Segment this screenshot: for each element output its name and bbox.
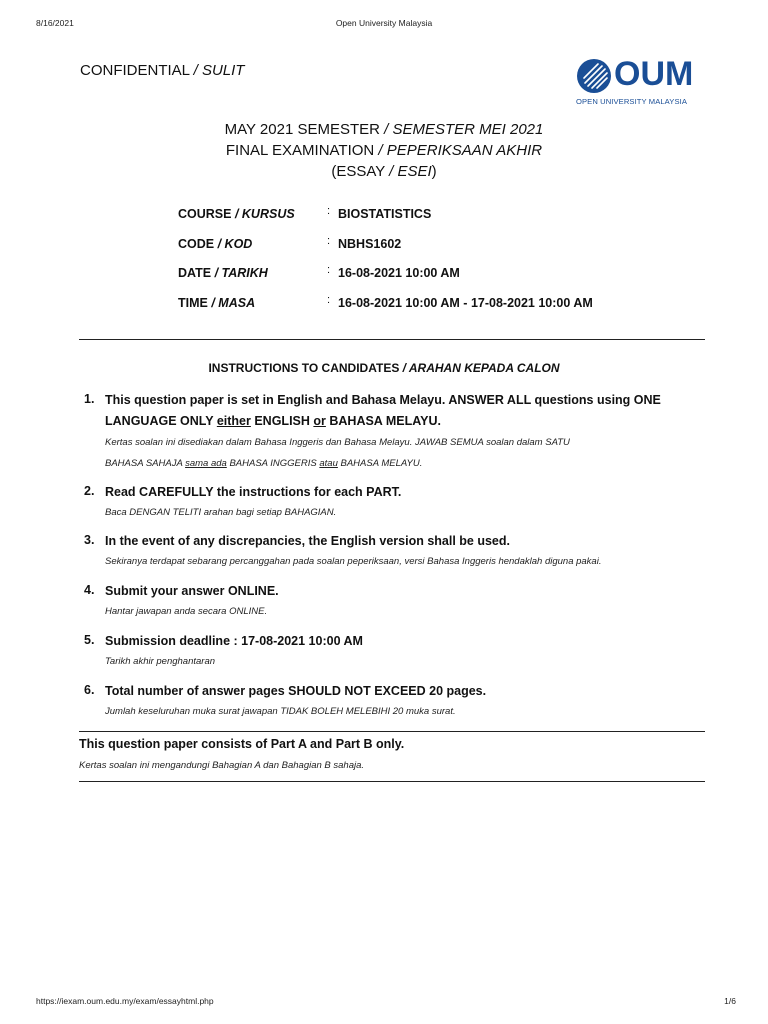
- info-colon: :: [327, 294, 331, 306]
- time-value: 16-08-2021 10:00 AM - 17-08-2021 10:00 AM: [338, 296, 593, 310]
- info-label: [178, 207, 295, 221]
- instruction-en: [105, 390, 705, 432]
- info-colon: :: [327, 205, 331, 217]
- instruction-number: 1.: [84, 392, 95, 406]
- oum-logo: [576, 55, 708, 108]
- text-span: BAHASA INGGERIS: [226, 458, 320, 469]
- oum-logo-text: OUM: [614, 55, 694, 93]
- instruction-ms: Baca DENGAN TELITI arahan bagi setiap BAHAGIAN.: [105, 507, 337, 518]
- info-label-ms: / MASA: [211, 296, 256, 310]
- instruction-ms: Hantar jawapan anda secara ONLINE.: [105, 606, 268, 617]
- divider: [79, 339, 705, 340]
- text-span: ENGLISH: [250, 414, 314, 428]
- info-colon: :: [327, 235, 331, 247]
- instruction-ms: Tarikh akhir penghantaran: [105, 656, 216, 667]
- instruction-item-2: [84, 482, 704, 526]
- exam-type-en: (ESSAY: [331, 163, 390, 180]
- course-value: BIOSTATISTICS: [338, 207, 432, 221]
- print-date: 8/16/2021: [36, 18, 74, 28]
- instructions-title-ms: / ARAHAN KEPADA CALON: [402, 361, 560, 375]
- text-span: LANGUAGE ONLY: [105, 414, 217, 428]
- date-value: 16-08-2021 10:00 AM: [338, 266, 460, 280]
- instruction-en: Total number of answer pages SHOULD NOT EXCEED 20 pages.: [105, 684, 487, 698]
- exam-type-ms: / ESEI: [389, 163, 432, 180]
- instruction-ms: [105, 432, 705, 474]
- paper-note-ms: Kertas soalan ini mengandungi Bahagian A dan Bahagian B sahaja.: [79, 760, 365, 771]
- confidential-en: CONFIDENTIAL: [80, 62, 190, 79]
- info-label-en: COURSE: [178, 207, 235, 221]
- oum-globe-icon: [576, 58, 612, 94]
- text-span: BAHASA MELAYU.: [325, 414, 441, 428]
- confidential-label: [80, 62, 244, 79]
- instruction-ms-line: Kertas soalan ini disediakan dalam Bahasa Inggeris dan Bahasa Melayu. JAWAB SEMUA soalan dalam SATU: [105, 437, 570, 448]
- info-label-en: CODE: [178, 237, 218, 251]
- info-label-en: DATE: [178, 266, 215, 280]
- underlined-text: atau: [319, 458, 338, 469]
- instructions-title-en: INSTRUCTIONS TO CANDIDATES: [208, 361, 403, 375]
- instruction-number: 5.: [84, 633, 95, 647]
- divider: [79, 781, 705, 782]
- instruction-item-1: [84, 390, 704, 480]
- underlined-text: or: [313, 414, 326, 428]
- info-label-ms: / TARIKH: [214, 266, 268, 280]
- info-label: [178, 266, 268, 280]
- info-label: [178, 237, 252, 251]
- instructions-title: [0, 361, 768, 375]
- instruction-number: 4.: [84, 583, 95, 597]
- instruction-item-6: [84, 681, 704, 725]
- instruction-item-4: [84, 581, 704, 625]
- instruction-en: Submit your answer ONLINE.: [105, 584, 279, 598]
- semester-en: MAY 2021 SEMESTER: [224, 121, 380, 138]
- code-value: NBHS1602: [338, 237, 402, 251]
- info-label-ms: / KURSUS: [234, 207, 295, 221]
- instruction-ms: Jumlah keseluruhan muka surat jawapan TIDAK BOLEH MELEBIHI 20 muka surat.: [105, 706, 456, 717]
- text-span: BAHASA SAHAJA: [105, 458, 186, 469]
- instruction-number: 6.: [84, 683, 95, 697]
- exam-en: FINAL EXAMINATION: [225, 142, 375, 159]
- exam-type-close: ): [431, 163, 437, 180]
- instruction-item-3: [84, 531, 704, 575]
- instruction-number: 2.: [84, 484, 95, 498]
- instruction-number: 3.: [84, 533, 95, 547]
- semester-heading: [0, 121, 768, 138]
- instruction-item-5: [84, 631, 704, 675]
- info-colon: :: [327, 264, 331, 276]
- instruction-en: Read CAREFULLY the instructions for each PART.: [105, 485, 402, 499]
- text-span: BAHASA MELAYU.: [337, 458, 423, 469]
- instruction-en: In the event of any discrepancies, the English version shall be used.: [105, 534, 510, 548]
- exam-type-heading: [0, 163, 768, 180]
- semester-ms: / SEMESTER MEI 2021: [384, 121, 544, 138]
- info-label-ms: / KOD: [217, 237, 253, 251]
- paper-note-en: This question paper consists of Part A and Part B only.: [79, 737, 405, 751]
- instruction-ms: Sekiranya terdapat sebarang percanggahan pada soalan peperiksaan, versi Bahasa Inggeris hendaklah diguna pakai.: [105, 556, 602, 567]
- print-url: https://iexam.oum.edu.my/exam/essayhtml.php: [36, 996, 214, 1006]
- print-page-title: Open University Malaysia: [335, 18, 433, 28]
- info-label: [178, 296, 255, 310]
- divider: [79, 731, 705, 732]
- oum-logo-subtitle: OPEN UNIVERSITY MALAYSIA: [576, 97, 687, 106]
- instruction-en-line: This question paper is set in English and Bahasa Melayu. ANSWER ALL questions using ONE: [105, 393, 661, 407]
- underlined-text: either: [216, 414, 251, 428]
- instruction-en: Submission deadline : 17-08-2021 10:00 AM: [105, 634, 363, 648]
- underlined-text: sama ada: [185, 458, 227, 469]
- print-page-number: 1/6: [724, 996, 736, 1006]
- instruction-en-line: [105, 411, 705, 432]
- info-label-en: TIME: [178, 296, 212, 310]
- exam-heading: [0, 142, 768, 159]
- exam-ms: / PEPERIKSAAN AKHIR: [378, 142, 543, 159]
- confidential-ms: / SULIT: [193, 62, 245, 79]
- instruction-ms-line: [105, 453, 705, 474]
